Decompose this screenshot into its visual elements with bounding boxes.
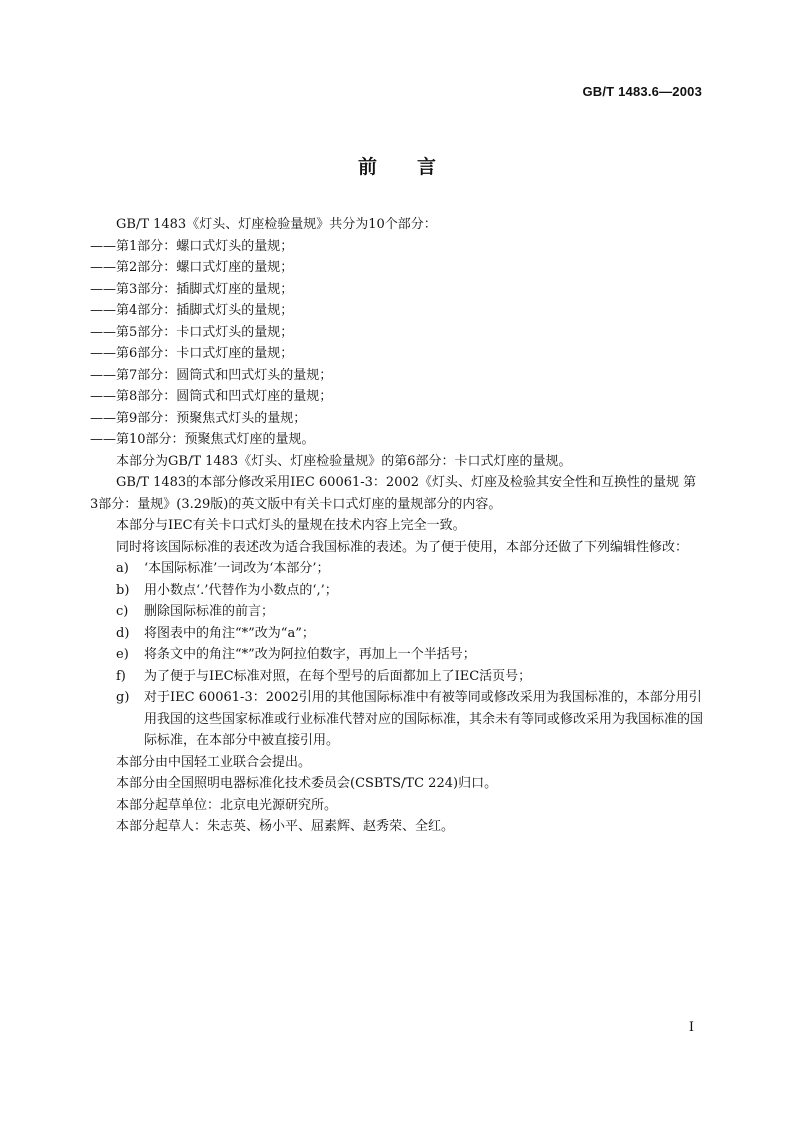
list-item: ——第6部分：卡口式灯座的量规； bbox=[90, 346, 294, 361]
standard-number: GB/T 1483.6—2003 bbox=[582, 84, 702, 99]
list-item: ——第3部分：插脚式灯座的量规； bbox=[90, 281, 294, 297]
item-label: f) bbox=[116, 668, 126, 684]
list-item bbox=[90, 601, 704, 623]
item-label: c) bbox=[116, 604, 129, 619]
paragraph: GB/T 1483的本部分修改采用IEC 60061-3：2002《灯头、灯座及检验其安全性和互换性的量规 第3部分：量规》(3.29版)的英文版中有关卡口式灯座的量规部分的内容。 bbox=[90, 475, 697, 512]
item-text: 为了便于与IEC标准对照，在每个型号的后面都加上了IEC活页号； bbox=[144, 668, 532, 684]
paragraph: 同时将该国际标准的表述改为适合我国标准的表述。为了便于使用，本部分还做了下列编辑性修改： bbox=[116, 539, 689, 555]
item-text: ‘本国际标准’一词改为‘本部分’； bbox=[144, 561, 330, 576]
list-item: ——第8部分：圆筒式和凹式灯座的量规； bbox=[90, 389, 333, 404]
paragraph: 本部分由全国照明电器标准化技术委员会(CSBTS/TC 224)归口。 bbox=[116, 776, 498, 791]
foreword-body bbox=[90, 214, 704, 838]
paragraph: 本部分为GB/T 1483《灯头、灯座检验量规》的第6部分：卡口式灯座的量规。 bbox=[116, 453, 572, 469]
page-number: I bbox=[688, 1020, 694, 1035]
paragraph: 本部分由中国轻工业联合会提出。 bbox=[116, 754, 312, 770]
list-item bbox=[90, 666, 704, 688]
item-text: 对于IEC 60061-3：2002引用的其他国际标准中有被等同或修改采用为我国标准的，本部分用引用我国的这些国家标准或行业标准代替对应的国际标准，其余未有等同或修改采用为我国标准的国际标准，在本部分中被直接引用。 bbox=[144, 690, 704, 748]
list-item bbox=[90, 644, 704, 666]
list-item bbox=[90, 558, 704, 580]
item-text: 删除国际标准的前言； bbox=[144, 604, 275, 619]
item-label: b) bbox=[116, 582, 130, 598]
parts-list bbox=[90, 236, 704, 451]
list-item bbox=[90, 623, 704, 645]
edits-list bbox=[90, 558, 704, 752]
intro-paragraph: GB/T 1483《灯头、灯座检验量规》共分为10个部分： bbox=[116, 217, 437, 232]
item-label: e) bbox=[116, 647, 129, 662]
item-text: 将图表中的角注“*”改为“a”； bbox=[144, 625, 315, 641]
item-text: 将条文中的角注“*”改为阿拉伯数字，再加上一个半括号； bbox=[144, 647, 476, 662]
paragraph: 本部分起草单位：北京电光源研究所。 bbox=[116, 797, 338, 813]
item-label: g) bbox=[116, 690, 130, 705]
list-item: ——第1部分：螺口式灯头的量规； bbox=[90, 238, 294, 254]
page-title: 前言 bbox=[357, 156, 476, 178]
item-label: d) bbox=[116, 625, 130, 641]
list-item bbox=[90, 687, 704, 752]
list-item bbox=[90, 580, 704, 602]
paragraph: 本部分与IEC有关卡口式灯头的量规在技术内容上完全一致。 bbox=[116, 518, 466, 533]
list-item: ——第4部分：插脚式灯头的量规； bbox=[90, 303, 294, 318]
list-item: ——第5部分：卡口式灯头的量规； bbox=[90, 324, 294, 340]
list-item: ——第7部分：圆筒式和凹式灯头的量规； bbox=[90, 367, 333, 383]
list-item: ——第2部分：螺口式灯座的量规； bbox=[90, 260, 294, 275]
item-label: a) bbox=[116, 561, 129, 576]
item-text: 用小数点‘.’代替作为小数点的‘,’； bbox=[144, 582, 338, 598]
list-item: ——第9部分：预聚焦式灯头的量规； bbox=[90, 410, 307, 426]
list-item: ——第10部分：预聚焦式灯座的量规。 bbox=[90, 432, 315, 447]
paragraph: 本部分起草人：朱志英、杨小平、屈素辉、赵秀荣、全红。 bbox=[116, 819, 455, 834]
